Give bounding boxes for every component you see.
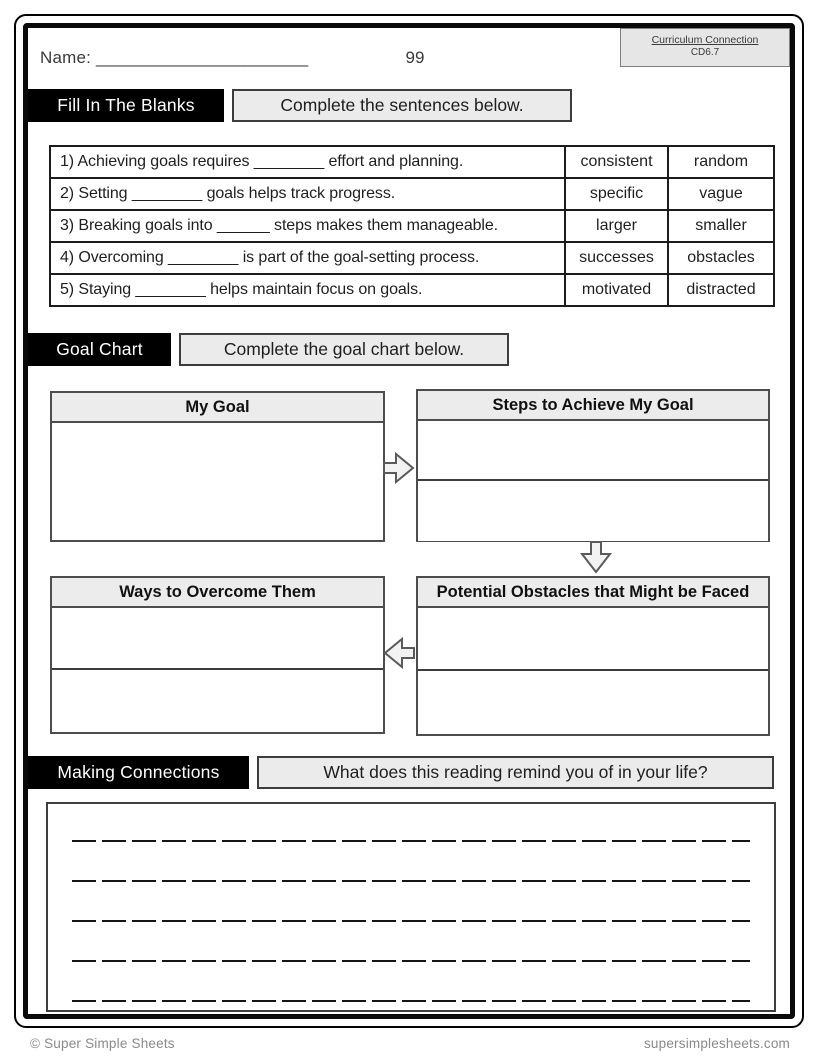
steps-write-area[interactable]	[418, 421, 768, 481]
option-cell[interactable]: successes	[565, 242, 668, 274]
arrow-down-icon	[577, 541, 615, 575]
potential-obstacles-box	[416, 576, 770, 736]
name-blank-line[interactable]: ______________________	[96, 48, 309, 67]
section-goal-chart	[28, 333, 790, 366]
steps-write-area[interactable]	[418, 481, 768, 541]
sentence-cell: 5) Staying ________ helps maintain focus on goals.	[50, 274, 565, 306]
ways-to-overcome-box	[50, 576, 385, 734]
my-goal-box	[50, 391, 385, 542]
obstacles-write-area[interactable]	[418, 671, 768, 734]
writing-line[interactable]	[72, 920, 750, 922]
table-row	[50, 274, 774, 306]
arrow-right-icon	[383, 449, 415, 487]
goal-chart-diagram	[28, 389, 790, 736]
option-cell[interactable]: obstacles	[668, 242, 774, 274]
writing-line[interactable]	[72, 1000, 750, 1002]
option-cell[interactable]: consistent	[565, 146, 668, 178]
option-cell[interactable]: distracted	[668, 274, 774, 306]
option-cell[interactable]: smaller	[668, 210, 774, 242]
steps-header: Steps to Achieve My Goal	[418, 391, 768, 421]
option-cell[interactable]: motivated	[565, 274, 668, 306]
footer-website: supersimplesheets.com	[643, 1036, 790, 1051]
curriculum-connection-code: CD6.7	[690, 47, 720, 58]
page-number: 99	[405, 48, 425, 67]
my-goal-write-area[interactable]	[52, 423, 383, 540]
section-label-making-connections: Making Connections	[28, 756, 249, 789]
option-cell[interactable]: larger	[565, 210, 668, 242]
table-row	[50, 242, 774, 274]
section-instruction-goal-chart: Complete the goal chart below.	[179, 333, 509, 366]
steps-box	[416, 389, 770, 542]
writing-line[interactable]	[72, 960, 750, 962]
table-row	[50, 146, 774, 178]
potential-obstacles-header: Potential Obstacles that Might be Faced	[418, 578, 768, 608]
sentence-cell: 1) Achieving goals requires ________ effort and planning.	[50, 146, 565, 178]
my-goal-header: My Goal	[52, 393, 383, 423]
writing-line[interactable]	[72, 880, 750, 882]
page-inner-border	[23, 23, 795, 1019]
table-row	[50, 210, 774, 242]
writing-line[interactable]	[72, 840, 750, 842]
header-row	[40, 48, 790, 72]
section-label-fill-in-the-blanks: Fill In The Blanks	[28, 89, 224, 122]
section-fill-in-the-blanks	[28, 89, 790, 122]
sentences-table	[49, 145, 775, 307]
option-cell[interactable]: random	[668, 146, 774, 178]
arrow-left-icon	[383, 634, 415, 672]
section-label-goal-chart: Goal Chart	[28, 333, 171, 366]
writing-area[interactable]	[46, 802, 776, 1012]
option-cell[interactable]: specific	[565, 178, 668, 210]
curriculum-connection-title: Curriculum Connection	[651, 34, 759, 46]
name-label: Name:	[40, 48, 92, 67]
ways-write-area[interactable]	[52, 608, 383, 670]
sentence-cell: 4) Overcoming ________ is part of the goal-setting process.	[50, 242, 565, 274]
section-instruction-fill-in-the-blanks: Complete the sentences below.	[232, 89, 572, 122]
ways-to-overcome-header: Ways to Overcome Them	[52, 578, 383, 608]
option-cell[interactable]: vague	[668, 178, 774, 210]
page-outer-border	[14, 14, 804, 1028]
table-row	[50, 178, 774, 210]
section-instruction-making-connections: What does this reading remind you of in your life?	[257, 756, 774, 789]
worksheet-content	[28, 28, 790, 1014]
footer-copyright: © Super Simple Sheets	[30, 1036, 175, 1051]
section-making-connections	[28, 756, 790, 789]
ways-write-area[interactable]	[52, 670, 383, 732]
page-footer	[30, 1036, 790, 1051]
obstacles-write-area[interactable]	[418, 608, 768, 671]
sentence-cell: 2) Setting ________ goals helps track progress.	[50, 178, 565, 210]
sentence-cell: 3) Breaking goals into ______ steps makes them manageable.	[50, 210, 565, 242]
